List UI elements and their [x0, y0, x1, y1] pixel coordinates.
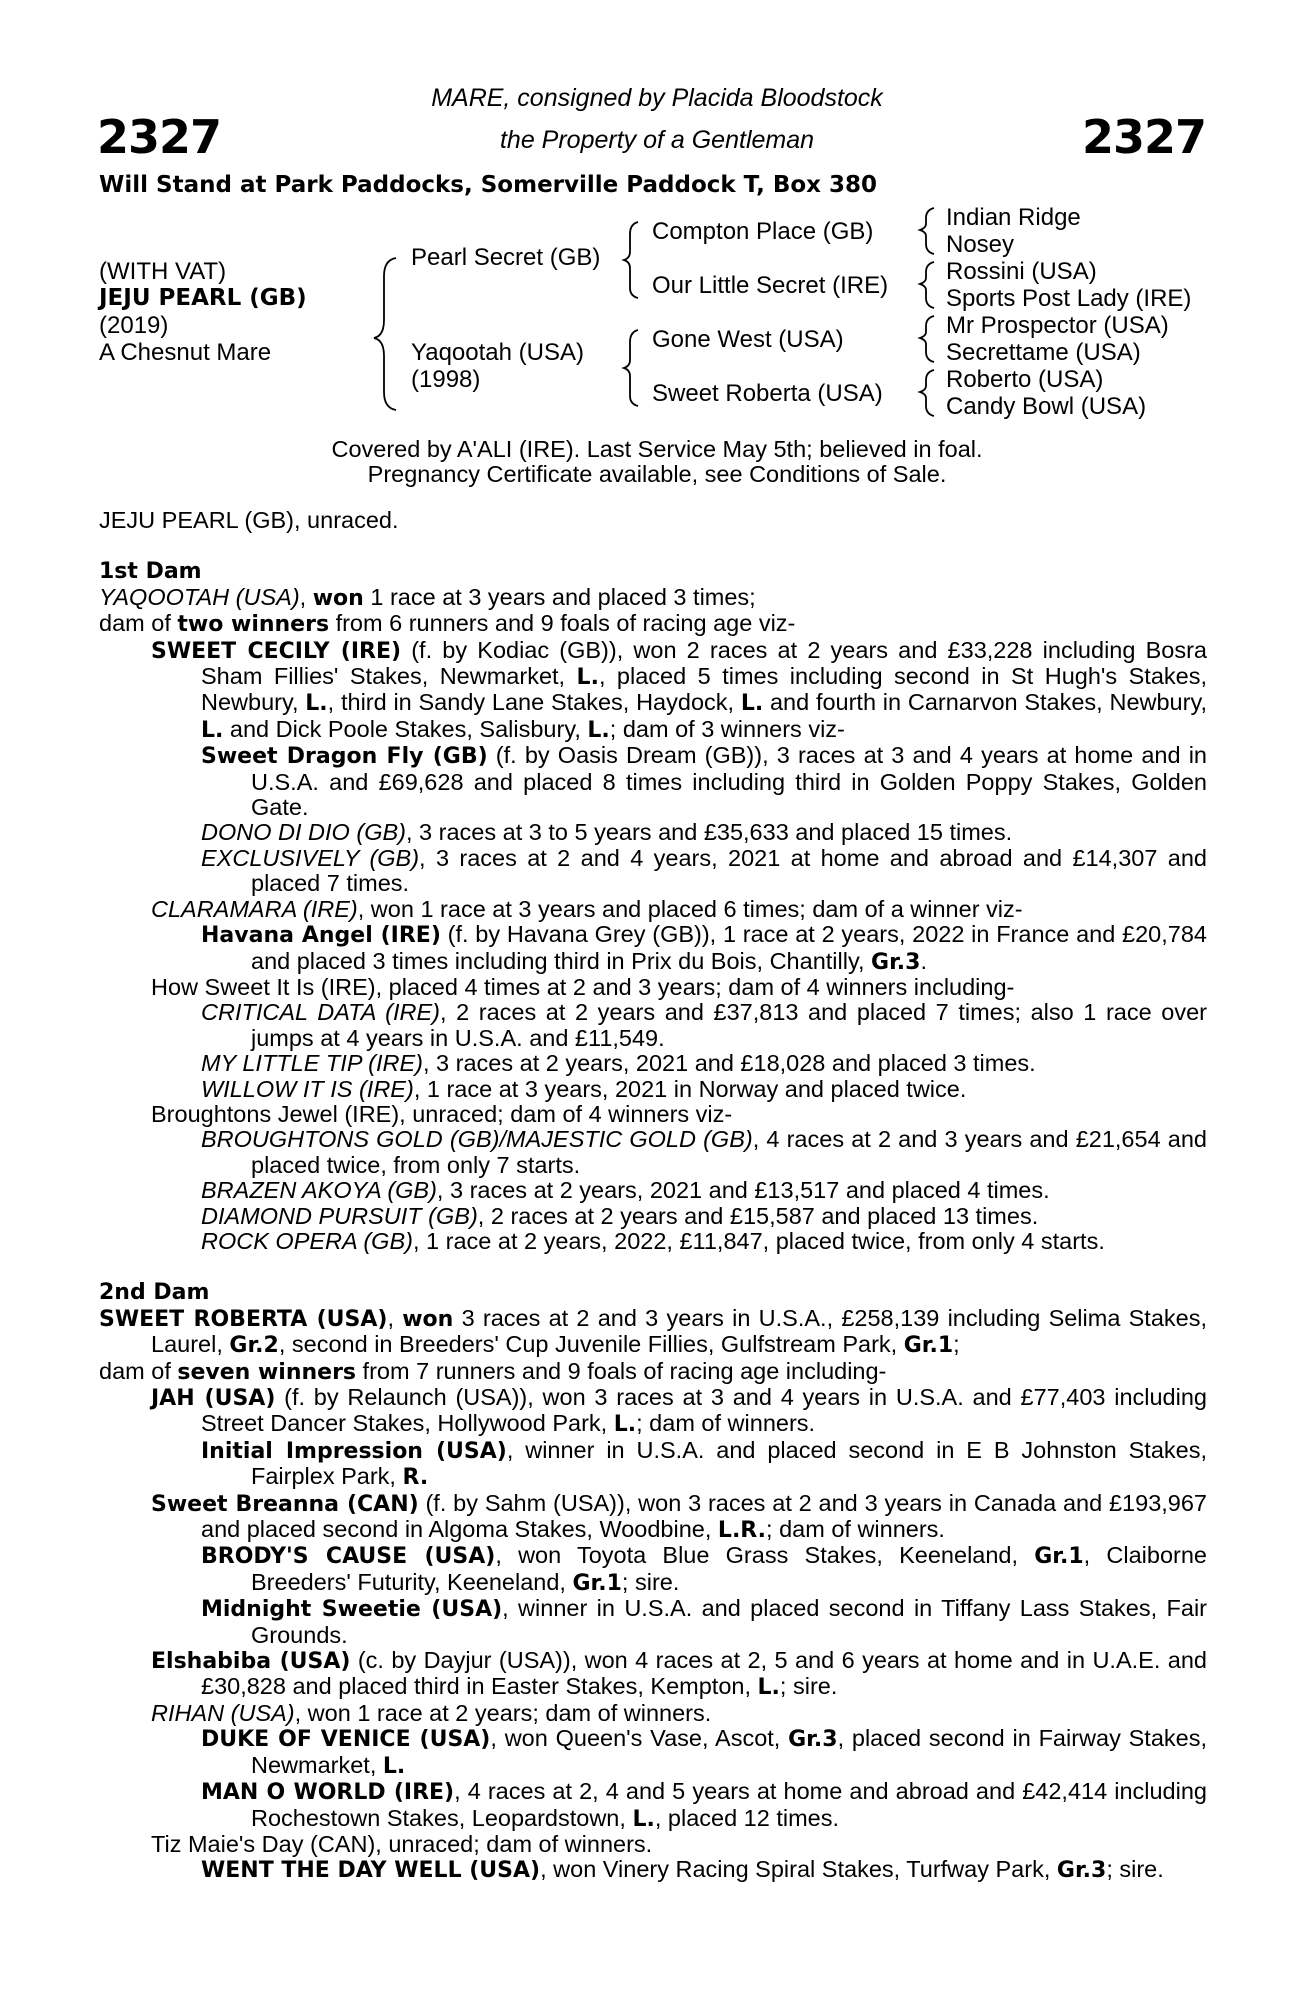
produce-midnight-sweetie: Midnight Sweetie (USA), winner in U.S.A. and placed second in Tiffany Lass Stakes, Fair Grounds. — [201, 1595, 1207, 1648]
produce-broughtons-gold: BROUGHTONS GOLD (GB)/MAJESTIC GOLD (GB), 4 races at 2 and 3 years and £21,654 and placed twice, from only 7 starts. — [201, 1126, 1207, 1178]
produce-duke-of-venice: DUKE OF VENICE (USA), won Queen's Vase, Ascot, Gr.3, placed second in Fairway Stakes, Newmarket, L. — [201, 1725, 1207, 1779]
first-dam-produce: dam of two winners from 6 runners and 9 foals of racing age viz- — [99, 610, 796, 638]
pedigree-dam-sire: Gone West (USA) — [652, 326, 844, 353]
produce-brodys-cause: BRODY'S CAUSE (USA), won Toyota Blue Grass Stakes, Keeneland, Gr.1, Claiborne Breeders' Futurity, Keeneland, Gr.1; sire. — [201, 1542, 1207, 1596]
produce-sweet-cecily: SWEET CECILY (IRE) (f. by Kodiac (GB)), won 2 races at 2 years and £33,228 including Bosra Sham Fillies' Stakes, Newmarket, L., placed 5 times including second in St Hugh's Stakes, Newbury, L., third in Sandy Lane Stakes, Haydock, L. and fourth in Carnarvon Stakes, Newbury, L. and Dick Poole Stakes, Salisbury, L.; dam of 3 winners viz- — [151, 636, 1207, 743]
produce-went-the-day-well: WENT THE DAY WELL (USA), won Vinery Racing Spiral Stakes, Turfway Park, Gr.3; sire. — [201, 1856, 1164, 1884]
pedigree-sire-sire: Compton Place (GB) — [652, 218, 874, 245]
produce-diamond-pursuit: DIAMOND PURSUIT (GB), 2 races at 2 years and £15,587 and placed 13 times. — [201, 1202, 1039, 1229]
unraced-note: JEJU PEARL (GB), unraced. — [99, 507, 399, 533]
pedigree-dam: Yaqootah (USA) — [411, 339, 584, 366]
pregnancy-line: Pregnancy Certificate available, see Conditions of Sale. — [367, 461, 947, 487]
produce-tiz-maies-day: Tiz Maie's Day (CAN), unraced; dam of winners. — [151, 1830, 653, 1857]
pedigree-dds: Roberto (USA) — [946, 366, 1104, 393]
lot-number-right: 2327 — [1081, 110, 1206, 164]
pedigree-sds: Rossini (USA) — [946, 258, 1097, 285]
pedigree-sire-dam: Our Little Secret (IRE) — [652, 272, 889, 299]
produce-my-little-tip: MY LITTLE TIP (IRE), 3 races at 2 years, 2021 and £18,028 and placed 3 times. — [201, 1050, 1036, 1077]
horse-description: A Chesnut Mare — [99, 339, 272, 366]
consignor-line: MARE, consigned by Placida Bloodstock — [431, 84, 883, 112]
produce-critical-data: CRITICAL DATA (IRE), 2 races at 2 years and £37,813 and placed 7 times; also 1 race over jumps at 4 years in U.S.A. and £11,549. — [201, 999, 1207, 1051]
produce-jah: JAH (USA) (f. by Relaunch (USA)), won 3 races at 3 and 4 years in U.S.A. and £77,403 including Street Dancer Stakes, Hollywood Park, L.; dam of winners. — [151, 1384, 1207, 1438]
pedigree-dam-dam: Sweet Roberta (USA) — [652, 380, 883, 407]
second-dam-produce: dam of seven winners from 7 runners and 9 foals of racing age including- — [99, 1357, 887, 1385]
produce-havana-angel: Havana Angel (IRE) (f. by Havana Grey (GB)), 1 race at 2 years, 2022 in France and £20,784 and placed 3 times including third in Prix du Bois, Chantilly, Gr.3. — [201, 921, 1207, 975]
produce-sweet-breanna: Sweet Breanna (CAN) (f. by Sahm (USA)), won 3 races at 2 and 3 years in Canada and £193,967 and placed second in Algoma Stakes, Woodbine, L.R.; dam of winners. — [151, 1489, 1208, 1544]
second-dam-heading: 2nd Dam — [99, 1280, 210, 1306]
pedigree-brackets — [0, 0, 1314, 440]
produce-rock-opera: ROCK OPERA (GB), 1 race at 2 years, 2022, £11,847, placed twice, from only 4 starts. — [201, 1227, 1105, 1254]
horse-name: JEJU PEARL (GB) — [99, 285, 307, 311]
vat-note: (WITH VAT) — [99, 258, 227, 285]
produce-sweet-dragon-fly: Sweet Dragon Fly (GB) (f. by Oasis Dream (GB)), 3 races at 3 and 4 years at home and in U.S.A. and £69,628 and placed 8 times including third in Golden Poppy Stakes, Golden Gate. — [201, 742, 1207, 821]
pedigree-dam-year: (1998) — [411, 366, 481, 393]
stand-location: Will Stand at Park Paddocks, Somerville Paddock T, Box 380 — [99, 172, 878, 198]
produce-exclusively: EXCLUSIVELY (GB), 3 races at 2 and 4 years, 2021 at home and abroad and £14,307 and placed 7 times. — [201, 844, 1207, 897]
produce-initial-impression: Initial Impression (USA), winner in U.S.A. and placed second in E B Johnston Stakes, Fairplex Park, R. — [201, 1436, 1207, 1491]
second-dam-line: SWEET ROBERTA (USA), won 3 races at 2 and 3 years in U.S.A., £258,139 including Selima Stakes, Laurel, Gr.2, second in Breeders' Cup Juvenile Fillies, Gulfstream Park, Gr.1; — [99, 1304, 1208, 1359]
catalogue-body — [99, 508, 1207, 1884]
produce-brazen-akoya: BRAZEN AKOYA (GB), 3 races at 2 years, 2021 and £13,517 and placed 4 times. — [201, 1177, 1050, 1204]
produce-willow-it-is: WILLOW IT IS (IRE), 1 race at 3 years, 2021 in Norway and placed twice. — [201, 1075, 967, 1102]
pedigree-dsd: Secrettame (USA) — [946, 339, 1141, 366]
pedigree-dss: Mr Prospector (USA) — [946, 312, 1169, 339]
first-dam-line: YAQOOTAH (USA), won 1 race at 3 years and placed 3 times; — [99, 583, 756, 611]
lot-number-left: 2327 — [97, 110, 222, 164]
pedigree-sss: Indian Ridge — [946, 204, 1081, 231]
property-line: the Property of a Gentleman — [499, 126, 815, 154]
pedigree-sire: Pearl Secret (GB) — [411, 244, 601, 271]
produce-broughtons-jewel: Broughtons Jewel (IRE), unraced; dam of 4 winners viz- — [151, 1100, 733, 1127]
produce-claramara: CLARAMARA (IRE), won 1 race at 3 years and placed 6 times; dam of a winner viz- — [151, 895, 1023, 922]
produce-how-sweet-it-is: How Sweet It Is (IRE), placed 4 times at 2 and 3 years; dam of 4 winners including- — [151, 973, 1015, 1000]
produce-dono-di-dio: DONO DI DIO (GB), 3 races at 3 to 5 years and £35,633 and placed 15 times. — [201, 819, 1013, 846]
horse-year: (2019) — [99, 312, 169, 339]
produce-elshabiba: Elshabiba (USA) (c. by Dayjur (USA)), won 4 races at 2, 5 and 6 years at home and in U.A.E. and £30,828 and placed third in Easter Stakes, Kempton, L.; sire. — [151, 1647, 1207, 1701]
first-dam-heading: 1st Dam — [99, 559, 202, 585]
covered-line: Covered by A'ALI (IRE). Last Service May 5th; believed in foal. — [331, 436, 983, 462]
pedigree-ssd: Nosey — [946, 231, 1015, 258]
pedigree-sdd: Sports Post Lady (IRE) — [946, 285, 1192, 312]
produce-rihan: RIHAN (USA), won 1 race at 2 years; dam of winners. — [151, 1699, 712, 1726]
pedigree-ddd: Candy Bowl (USA) — [946, 393, 1147, 420]
produce-man-o-world: MAN O WORLD (IRE), 4 races at 2, 4 and 5 years at home and abroad and £42,414 including Rochestown Stakes, Leopardstown, L., placed 12 times. — [201, 1778, 1207, 1832]
